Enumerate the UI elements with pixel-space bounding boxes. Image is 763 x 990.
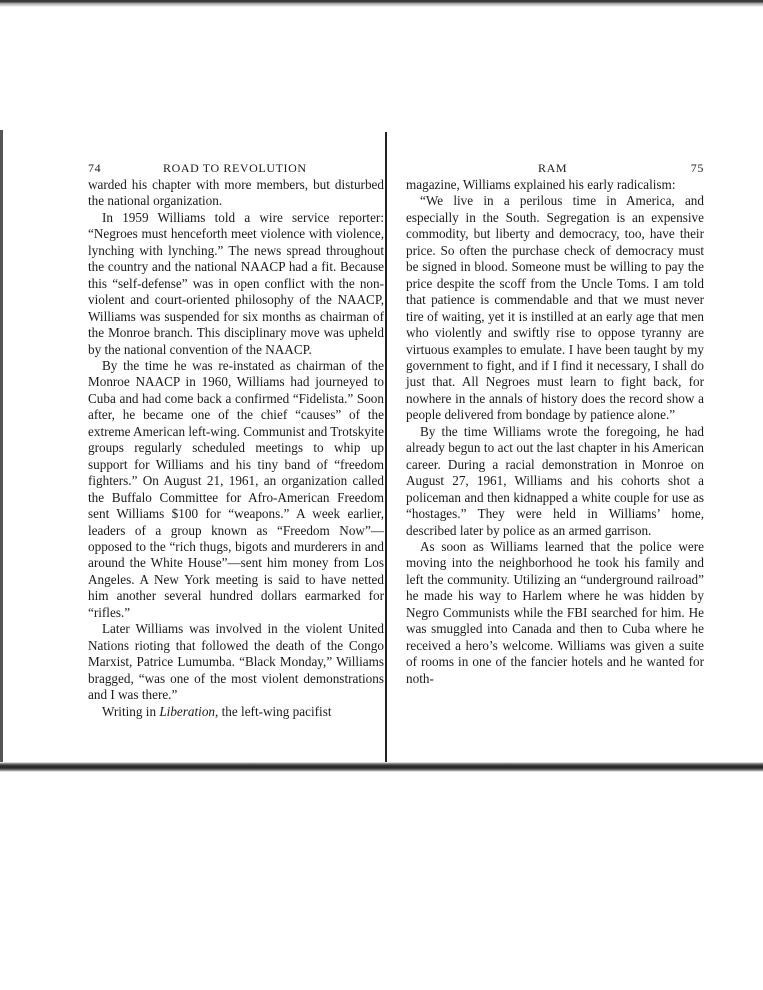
left-page-header: [88, 160, 384, 176]
paragraph: As soon as Williams learned that the police were moving into the neighborhood he took his family and left the community. Utilizing an “underground railroad” he made his way to Harlem where he was hidden by Negro Communists while the FBI searched for him. He was smuggled into Canada and then to Cuba where he received a hero’s welcome. Williams was given a suite of rooms in one of the fancier hotels and he wanted for noth-: [406, 538, 704, 686]
quotation: “We live in a perilous time in America, and especially in the South. Segregation is an expensive commodity, but liberty and democracy, too, have their price. So often the purchase check of democracy must be signed in blood. Someone must be willing to pay the price despite the scoff from the Uncle Toms. I am told that patience is commendable and that we must never tire of waiting, yet it is instilled at an early age that men who violently and swiftly rise to oppose tyranny are virtuous examples to emulate. I have been taught by my government to fight, and if I find it necessary, I shall do just that. All Negroes must learn to fight back, for nowhere in the annals of history does the record show a people delivered from bondage by patience alone.”: [406, 193, 704, 423]
publication-title: Liberation,: [159, 703, 219, 719]
scan-bottom-edge: [0, 762, 763, 772]
page-number: 74: [88, 161, 102, 175]
left-page: [88, 160, 384, 720]
paragraph: [88, 704, 384, 720]
right-page: [406, 160, 704, 687]
page-number: 75: [690, 161, 704, 175]
paragraph: warded his chapter with more members, but disturbed the national organization.: [88, 177, 384, 209]
scan-left-edge: [0, 130, 3, 770]
paragraph-text: the left-wing pacifist: [221, 703, 332, 719]
book-gutter: [385, 132, 387, 767]
paragraph: Later Williams was involved in the violent United Nations rioting that followed the death of the Congo Marxist, Patrice Lumumba. “Black Monday,” Williams bragged, “was one of the most violent demonstrations and I was there.”: [88, 621, 384, 703]
paragraph: By the time Williams wrote the foregoing, he had already begun to act out the last chapter in his American career. During a racial demonstration in Monroe on August 27, 1961, Williams and his cohorts shot a policeman and then kidnapped a white couple for use as “hostages.” They were held in Williams’ home, described later by police as an armed garrison.: [406, 423, 704, 538]
paragraph: By the time he was re-instated as chairman of the Monroe NAACP in 1960, Williams had journeyed to Cuba and had come back a confirmed “Fidelista.” Soon after, he became one of the chief “causes” of the extreme American left-wing. Communist and Trotskyite groups regularly scheduled meetings to whip up support for Williams and his tiny band of “freedom fighters.” On August 21, 1961, an organization called the Buffalo Committee for Afro-American Freedom sent Williams $100 for “weapons.” A week earlier, leaders of a group known as “Freedom Now”—opposed to the “rich thugs, bigots and murderers in and around the White House”—sent him money from Los Angeles. A New York meeting is said to have netted him another several hundred dollars earmarked for “rifles.”: [88, 357, 384, 620]
right-page-header: [406, 160, 704, 176]
paragraph: magazine, Williams explained his early radicalism:: [406, 177, 676, 192]
running-head: RAM: [538, 161, 568, 175]
paragraph-text: Writing in: [102, 703, 157, 719]
paragraph: In 1959 Williams told a wire service reporter: “Negroes must henceforth meet violence with violence, lynching with lynching.” The news spread throughout the country and the national NAACP had a fit. Because this “self-defense” was in open conflict with the non-violent and court-oriented philosophy of the NAACP, Williams was suspended for six months as chairman of the Monroe branch. This disciplinary move was upheld by the national convention of the NAACP.: [88, 209, 384, 357]
scan-top-edge: [0, 0, 763, 7]
running-head: ROAD TO REVOLUTION: [163, 161, 307, 175]
